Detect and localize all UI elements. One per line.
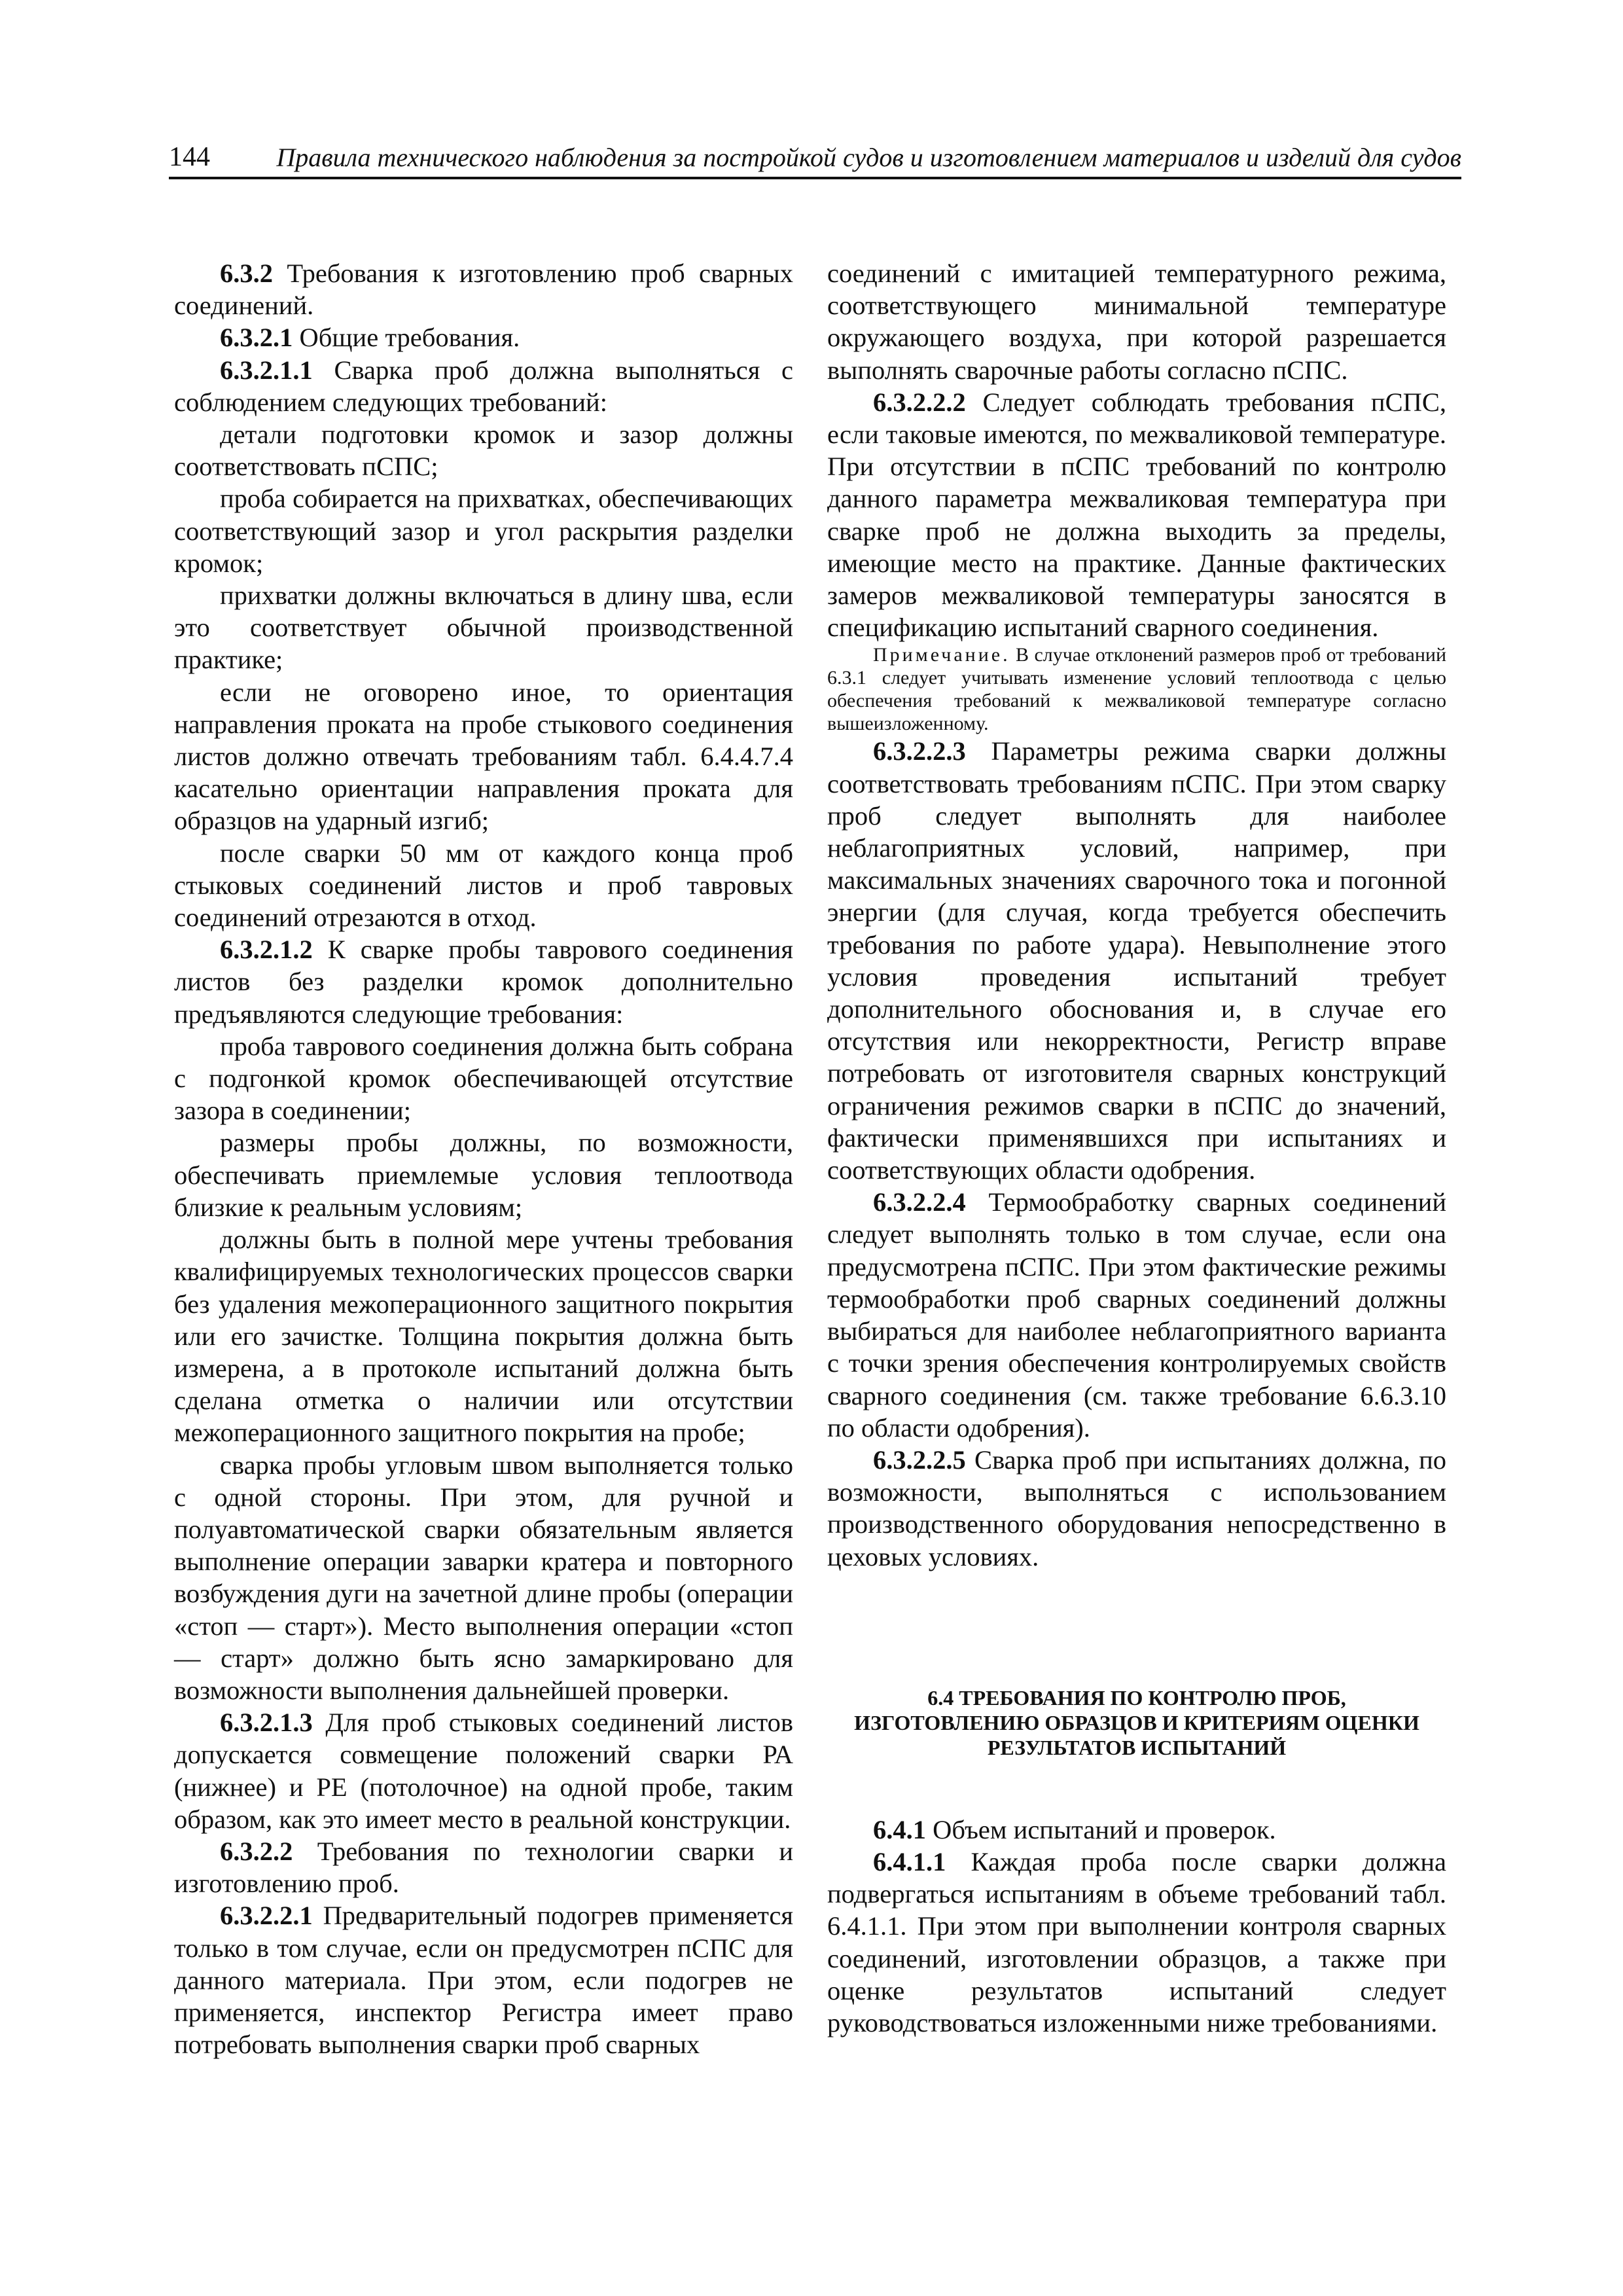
clause-number: 6.3.2.2.2	[873, 387, 966, 417]
paragraph	[174, 1449, 793, 1707]
paragraph-text: прихватки должны включаться в длину шва, если это соответствует обычной производственной практике;	[174, 581, 793, 675]
paragraph	[174, 1706, 793, 1835]
paragraph-text: К сварке пробы таврового соединения листов без разделки кромок дополнительно предъявляются следующие требования:	[174, 935, 793, 1029]
paragraph-text: Термообработку сварных соединений следует выполнять только в том случае, если она предусмотрена пСПС. При этом фактические режимы термообработки проб сварных соединений должны выбираться для наиболее неблагоприятного варианта с точки зрения обеспечения контролируемых свойств сварного соединения (см. также требование 6.6.3.10 по области одобрения).	[827, 1187, 1446, 1443]
clause-number: 6.3.2	[220, 259, 273, 288]
paragraph	[174, 1126, 793, 1223]
clause-number: 6.4.1	[873, 1814, 926, 1844]
running-title: Правила технического наблюдения за постройкой судов и изготовлением материалов и изделий для судов	[276, 143, 1461, 172]
paragraph	[174, 482, 793, 579]
paragraph	[827, 1814, 1446, 1846]
paragraph	[174, 354, 793, 418]
paragraph	[174, 418, 793, 482]
clause-number: 6.3.2.2.5	[873, 1444, 966, 1475]
paragraph	[174, 1899, 793, 2060]
paragraph-text: Следует соблюдать требования пСПС, если таковые имеются, по межваликовой температуре. При отсутствии в пСПС требований по контролю данного параметра межваликовая температура при сварке проб не должна выходить за пределы, имеющие место на практике. Данные фактических замеров межваликовой температуры заносятся в спецификацию испытаний сварного соединения.	[827, 387, 1446, 643]
paragraph	[827, 1186, 1446, 1444]
right-mid-paragraphs	[827, 735, 1446, 1572]
section-heading-line: ИЗГОТОВЛЕНИЮ ОБРАЗЦОВ И КРИТЕРИЯМ ОЦЕНКИ	[854, 1710, 1419, 1734]
paragraph	[174, 579, 793, 676]
paragraph	[174, 933, 793, 1030]
running-header	[169, 137, 1461, 179]
paragraph-text: соединений с имитацией температурного режима, соответствующего минимальной температуре окружающего воздуха, при которой разрешается выполнять сварочные работы согласно пСПС.	[827, 259, 1446, 385]
paragraph	[827, 386, 1446, 644]
right-top-paragraphs	[827, 257, 1446, 643]
section-heading-line: РЕЗУЛЬТАТОВ ИСПЫТАНИЙ	[987, 1735, 1287, 1759]
clause-number: 6.3.2.2	[220, 1836, 293, 1866]
right-bottom-paragraphs	[827, 1814, 1446, 2039]
paragraph	[827, 1444, 1446, 1573]
section-heading	[827, 1685, 1446, 1760]
paragraph	[827, 735, 1446, 1186]
paragraph-text: Сварка проб при испытаниях должна, по возможности, выполняться с использованием производственного оборудования непосредственно в цеховых условиях.	[827, 1444, 1446, 1571]
clause-number: 6.3.2.2.1	[220, 1901, 313, 1931]
clause-number: 6.3.2.1.2	[220, 935, 313, 965]
page-number: 144	[169, 142, 210, 172]
note-text: В случае отклонений размеров проб от требований 6.3.1 следует учитывать изменение условий теплоотвода с целью обеспечения требований к межваликовой температуре согласно вышеизложенному.	[827, 644, 1446, 735]
paragraph-text: Требования по технологии сварки и изготовлению проб.	[174, 1836, 793, 1899]
clause-number: 6.3.2.1.1	[220, 355, 313, 385]
paragraph	[174, 1223, 793, 1448]
paragraph-text: детали подготовки кромок и зазор должны соответствовать пСПС;	[174, 420, 793, 482]
paragraph-text: проба таврового соединения должна быть собрана с подгонкой кромок обеспечивающей отсутствие зазора в соединении;	[174, 1031, 793, 1126]
clause-number: 6.3.2.2.4	[873, 1187, 966, 1217]
note-label: Примечание.	[873, 644, 1010, 666]
paragraph-text: проба собирается на прихватках, обеспечивающих соответствующий зазор и угол раскрытия разделки кромок;	[174, 484, 793, 578]
paragraph-text: после сварки 50 мм от каждого конца проб стыковых соединений листов и проб тавровых соединений отрезаются в отход.	[174, 838, 793, 933]
section-heading-line: 6.4 ТРЕБОВАНИЯ ПО КОНТРОЛЮ ПРОБ,	[927, 1685, 1346, 1710]
paragraph-text: Параметры режима сварки должны соответствовать требованиям пСПС. При этом сварку проб следует выполнять для наиболее неблагоприятных условий, например, при максимальных значениях сварочного тока и погонной энергии (для случая, когда требуется обеспечить требования по работе удара). Невыполнение этого условия проведения испытаний требует дополнительного обоснования и, в случае его отсутствия или некорректности, Регистр вправе потребовать от изготовителя сварных конструкций ограничения режимов сварки в пСПС до значений, фактически применявшихся при испытаниях и соответствующих области одобрения.	[827, 736, 1446, 1185]
paragraph-text: Объем испытаний и проверок.	[926, 1814, 1276, 1844]
clause-number: 6.3.2.1	[220, 323, 293, 353]
paragraph	[174, 1835, 793, 1899]
right-column	[827, 257, 1446, 2039]
note	[827, 643, 1446, 735]
paragraph-text: сварка пробы угловым швом выполняется только с одной стороны. При этом, для ручной и полуавтоматической сварки обязательным является выполнение операции заварки кратера и повторного возбуждения дуги на зачетной длине пробы (операции «стоп — старт»). Место выполнения операции «стоп — старт» должно быть ясно замаркировано для возможности выполнения дальнейшей проверки.	[174, 1450, 793, 1705]
paragraph-text: Предварительный подогрев применяется только в том случае, если он предусмотрен пСПС для данного материала. При этом, если подогрев не применяется, инспектор Регистра имеет право потребовать выполнения сварки проб сварных	[174, 1901, 793, 2060]
clause-number: 6.3.2.2.3	[873, 736, 966, 766]
paragraph	[174, 257, 793, 321]
paragraph-text: Для проб стыковых соединений листов допускается совмещение положений сварки РА (нижнее) и РЕ (потолочное) на одной пробе, таким образом, как это имеет место в реальной конструкции.	[174, 1708, 793, 1834]
paragraph-text: размеры пробы должны, по возможности, обеспечивать приемлемые условия теплоотвода близкие к реальным условиям;	[174, 1128, 793, 1222]
paragraph-text: Сварка проб должна выполняться с соблюдением следующих требований:	[174, 355, 793, 417]
paragraph-text: Требования к изготовлению проб сварных соединений.	[174, 259, 793, 321]
left-column	[174, 257, 793, 2060]
paragraph	[174, 321, 793, 353]
paragraph	[174, 676, 793, 837]
paragraph	[827, 257, 1446, 386]
paragraph	[174, 1030, 793, 1127]
clause-number: 6.4.1.1	[873, 1846, 946, 1876]
paragraph	[827, 1846, 1446, 2039]
paragraph-text: должны быть в полной мере учтены требования квалифицируемых технологических процессов сварки без удаления межоперационного защитного покрытия или его зачистке. Толщина покрытия должна быть измерена, а в протоколе испытаний должна быть сделана отметка о наличии или отсутствии межоперационного защитного покрытия на пробе;	[174, 1225, 793, 1448]
paragraph-text: если не оговорено иное, то ориентация направления проката на пробе стыкового соединения листов должно отвечать требованиям табл. 6.4.4.7.4 касательно ориентации направления проката для образцов на ударный изгиб;	[174, 677, 793, 836]
paragraph-text: Каждая проба после сварки должна подвергаться испытаниям в объеме требований табл. 6.4.1.1. При этом при выполнении контроля сварных соединений, изготовлении образцов, а также при оценке результатов испытаний следует руководствоваться изложенными ниже требованиями.	[827, 1846, 1446, 2037]
paragraph	[174, 837, 793, 934]
paragraph-text: Общие требования.	[293, 323, 520, 353]
clause-number: 6.3.2.1.3	[220, 1708, 313, 1738]
